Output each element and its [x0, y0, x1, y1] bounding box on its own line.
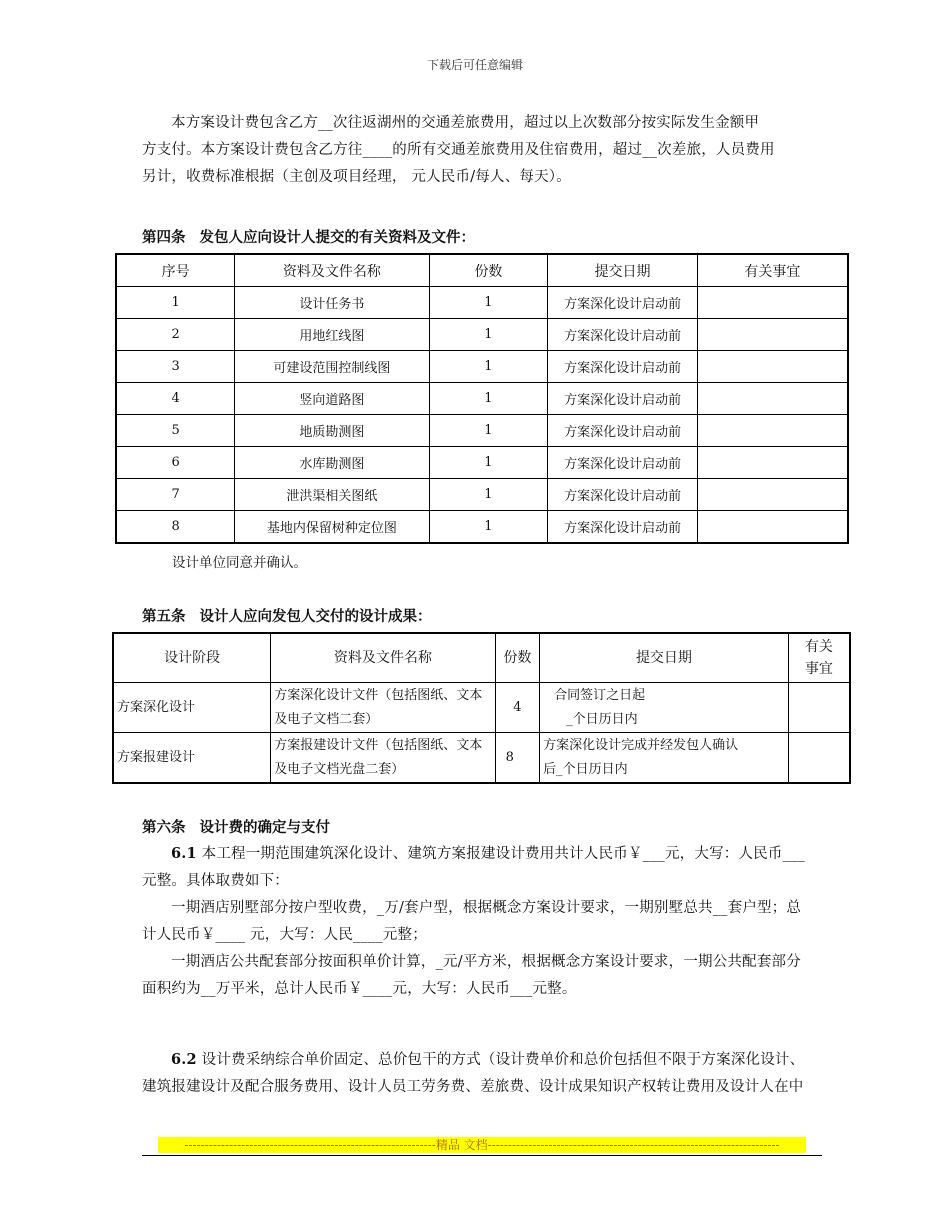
- col-header-doc-name: 资料及文件名称: [235, 254, 429, 287]
- cell-date: 方案深化设计启动前: [548, 479, 698, 511]
- col-header-date: 提交日期: [548, 254, 698, 287]
- cell-date-line2: 后_个日历日内: [543, 761, 628, 777]
- cell-date: 方案深化设计启动前: [548, 351, 698, 383]
- cell-doc-name: 基地内保留树种定位图: [235, 511, 429, 544]
- article5-heading: [142, 605, 432, 626]
- cell-notes: [697, 447, 848, 479]
- cell-doc-line1: 方案深化设计文件（包括图纸、文本: [274, 687, 483, 703]
- cell-date: 方案深化设计启动前: [548, 447, 698, 479]
- col-header-count: 份数: [495, 633, 539, 683]
- cell-date-line1: 合同签订之日起: [554, 687, 646, 703]
- clause-number: 6.2: [171, 1051, 197, 1068]
- table-row: [113, 683, 850, 733]
- cell-doc-name: 泄洪渠相关图纸: [235, 479, 429, 511]
- cell-index: 2: [116, 319, 235, 351]
- cell-doc-line1: 方案报建设计文件（包括图纸、文本: [274, 737, 483, 753]
- footer-divider: [142, 1155, 822, 1156]
- cell-count: 1: [429, 287, 548, 319]
- article6-section-6-2: [142, 1046, 828, 1101]
- cell-notes: [788, 733, 850, 784]
- clause-number: 6.1: [171, 845, 197, 862]
- clause-6-1-line1: 本工程一期范围建筑深化设计、建筑方案报建设计费用共计人民币￥___元，大写：人民币___: [196, 846, 805, 862]
- public-line1: 一期酒店公共配套部分按面积单价计算，_元/平方米，根据概念方案设计要求，一期公共配套部分: [171, 954, 801, 970]
- col-header-count: 份数: [429, 254, 548, 287]
- cell-index: 7: [116, 479, 235, 511]
- table-row: [116, 319, 848, 351]
- table-row: [116, 447, 848, 479]
- cell-doc-line2: 及电子文档光盘二套）: [274, 761, 405, 777]
- article4-note: 设计单位同意并确认。: [172, 555, 307, 571]
- col-header-notes-line1: 有关: [804, 639, 833, 655]
- cell-doc-name: [271, 733, 495, 784]
- page-header: 下载后可任意编辑: [426, 58, 523, 72]
- cell-date: [540, 733, 789, 784]
- cell-doc-name: 设计任务书: [235, 287, 429, 319]
- cell-date-line2: _个日历日内: [566, 711, 638, 727]
- article6-section-6-1: [142, 840, 828, 1003]
- col-header-notes-line2: 事宜: [804, 661, 833, 677]
- cell-notes: [788, 683, 850, 733]
- footer-banner: [158, 1137, 806, 1153]
- cell-notes: [697, 479, 848, 511]
- cell-notes: [697, 511, 848, 544]
- cell-doc-name: 用地红线图: [235, 319, 429, 351]
- cell-index: 3: [116, 351, 235, 383]
- cell-date-line1: 方案深化设计完成并经发包人确认: [543, 737, 739, 753]
- cell-notes: [697, 319, 848, 351]
- col-header-index: 序号: [116, 254, 235, 287]
- cell-index: 1: [116, 287, 235, 319]
- public-line2: 面积约为__万平米，总计人民币￥____元，大写：人民币___元整。: [142, 981, 577, 997]
- col-header-notes: [788, 633, 850, 683]
- col-header-date: 提交日期: [540, 633, 789, 683]
- cell-doc-name: 可建设范围控制线图: [235, 351, 429, 383]
- intro-paragraph: [142, 110, 828, 191]
- intro-line-1: 本方案设计费包含乙方__次往返湖州的交通差旅费用，超过以上次数部分按实际发生金额甲: [171, 115, 760, 131]
- clause-6-1-line2: 元整。具体取费如下：: [142, 873, 289, 889]
- cell-doc-name: [271, 683, 495, 733]
- article4-title: 发包人应向设计人提交的有关资料及文件：: [199, 230, 475, 246]
- article4-heading: [142, 226, 475, 247]
- table-row: [116, 383, 848, 415]
- col-header-stage: 设计阶段: [113, 633, 271, 683]
- cell-index: 5: [116, 415, 235, 447]
- cell-date: 方案深化设计启动前: [548, 287, 698, 319]
- cell-count: 1: [429, 447, 548, 479]
- col-header-notes: 有关事宜: [697, 254, 848, 287]
- article5-table: [112, 632, 851, 784]
- cell-date: [540, 683, 789, 733]
- cell-date: 方案深化设计启动前: [548, 319, 698, 351]
- table-row: [113, 733, 850, 784]
- table-row: [116, 415, 848, 447]
- cell-index: 6: [116, 447, 235, 479]
- cell-doc-line2: 及电子文档二套）: [274, 711, 379, 727]
- cell-doc-name: 地质勘测图: [235, 415, 429, 447]
- cell-count: 1: [429, 415, 548, 447]
- footer-label: 精品 文档: [435, 1138, 488, 1152]
- cell-doc-name: 水库勘测图: [235, 447, 429, 479]
- cell-date: 方案深化设计启动前: [548, 415, 698, 447]
- footer-dashes-right: ------------------------------------------------------------------------: [487, 1138, 780, 1152]
- table-row: [116, 479, 848, 511]
- intro-line-3: 另计，收费标准根据（主创及项目经理， 元人民币/每人、每天）。: [142, 169, 571, 185]
- table-row: [116, 287, 848, 319]
- article5-label: 第五条: [142, 609, 186, 625]
- cell-count: 8: [495, 733, 539, 784]
- clause-6-2-line2: 建筑报建设计及配合服务费用、设计人员工劳务费、差旅费、设计成果知识产权转让费用及设计人在中: [142, 1079, 804, 1095]
- col-header-doc-name: 资料及文件名称: [271, 633, 495, 683]
- cell-notes: [697, 383, 848, 415]
- cell-notes: [697, 351, 848, 383]
- cell-count: 1: [429, 351, 548, 383]
- cell-date: 方案深化设计启动前: [548, 383, 698, 415]
- table-row: [116, 511, 848, 544]
- cell-stage: 方案深化设计: [113, 683, 271, 733]
- cell-count: 1: [429, 511, 548, 544]
- cell-count: 1: [429, 383, 548, 415]
- article6-title: 设计费的确定与支付: [199, 820, 330, 836]
- villa-line2: 计人民币￥____ 元，大写：人民____元整；: [142, 927, 427, 943]
- villa-line1: 一期酒店别墅部分按户型收费，_万/套户型，根据概念方案设计要求，一期别墅总共__套户型；总: [171, 900, 802, 916]
- cell-date: 方案深化设计启动前: [548, 511, 698, 544]
- article4-table: [115, 253, 849, 544]
- table-header-row: [116, 254, 848, 287]
- cell-index: 8: [116, 511, 235, 544]
- article6-heading: [142, 816, 330, 837]
- intro-line-2: 方支付。本方案设计费包含乙方往____的所有交通差旅费用及住宿费用，超过__次差旅，人员费用: [142, 142, 775, 158]
- article4-label: 第四条: [142, 230, 186, 246]
- cell-index: 4: [116, 383, 235, 415]
- cell-count: 1: [429, 319, 548, 351]
- footer-dashes-left: --------------------------------------------------------------: [184, 1138, 436, 1152]
- cell-notes: [697, 287, 848, 319]
- cell-count: 1: [429, 479, 548, 511]
- cell-notes: [697, 415, 848, 447]
- table-header-row: [113, 633, 850, 683]
- cell-doc-name: 竖向道路图: [235, 383, 429, 415]
- cell-count: 4: [495, 683, 539, 733]
- cell-stage: 方案报建设计: [113, 733, 271, 784]
- article6-label: 第六条: [142, 820, 186, 836]
- clause-6-2-line1: 设计费采纳综合单价固定、总价包干的方式（设计费单价和总价包括但不限于方案深化设计、: [196, 1052, 805, 1068]
- article5-title: 设计人应向发包人交付的设计成果：: [199, 609, 432, 625]
- table-row: [116, 351, 848, 383]
